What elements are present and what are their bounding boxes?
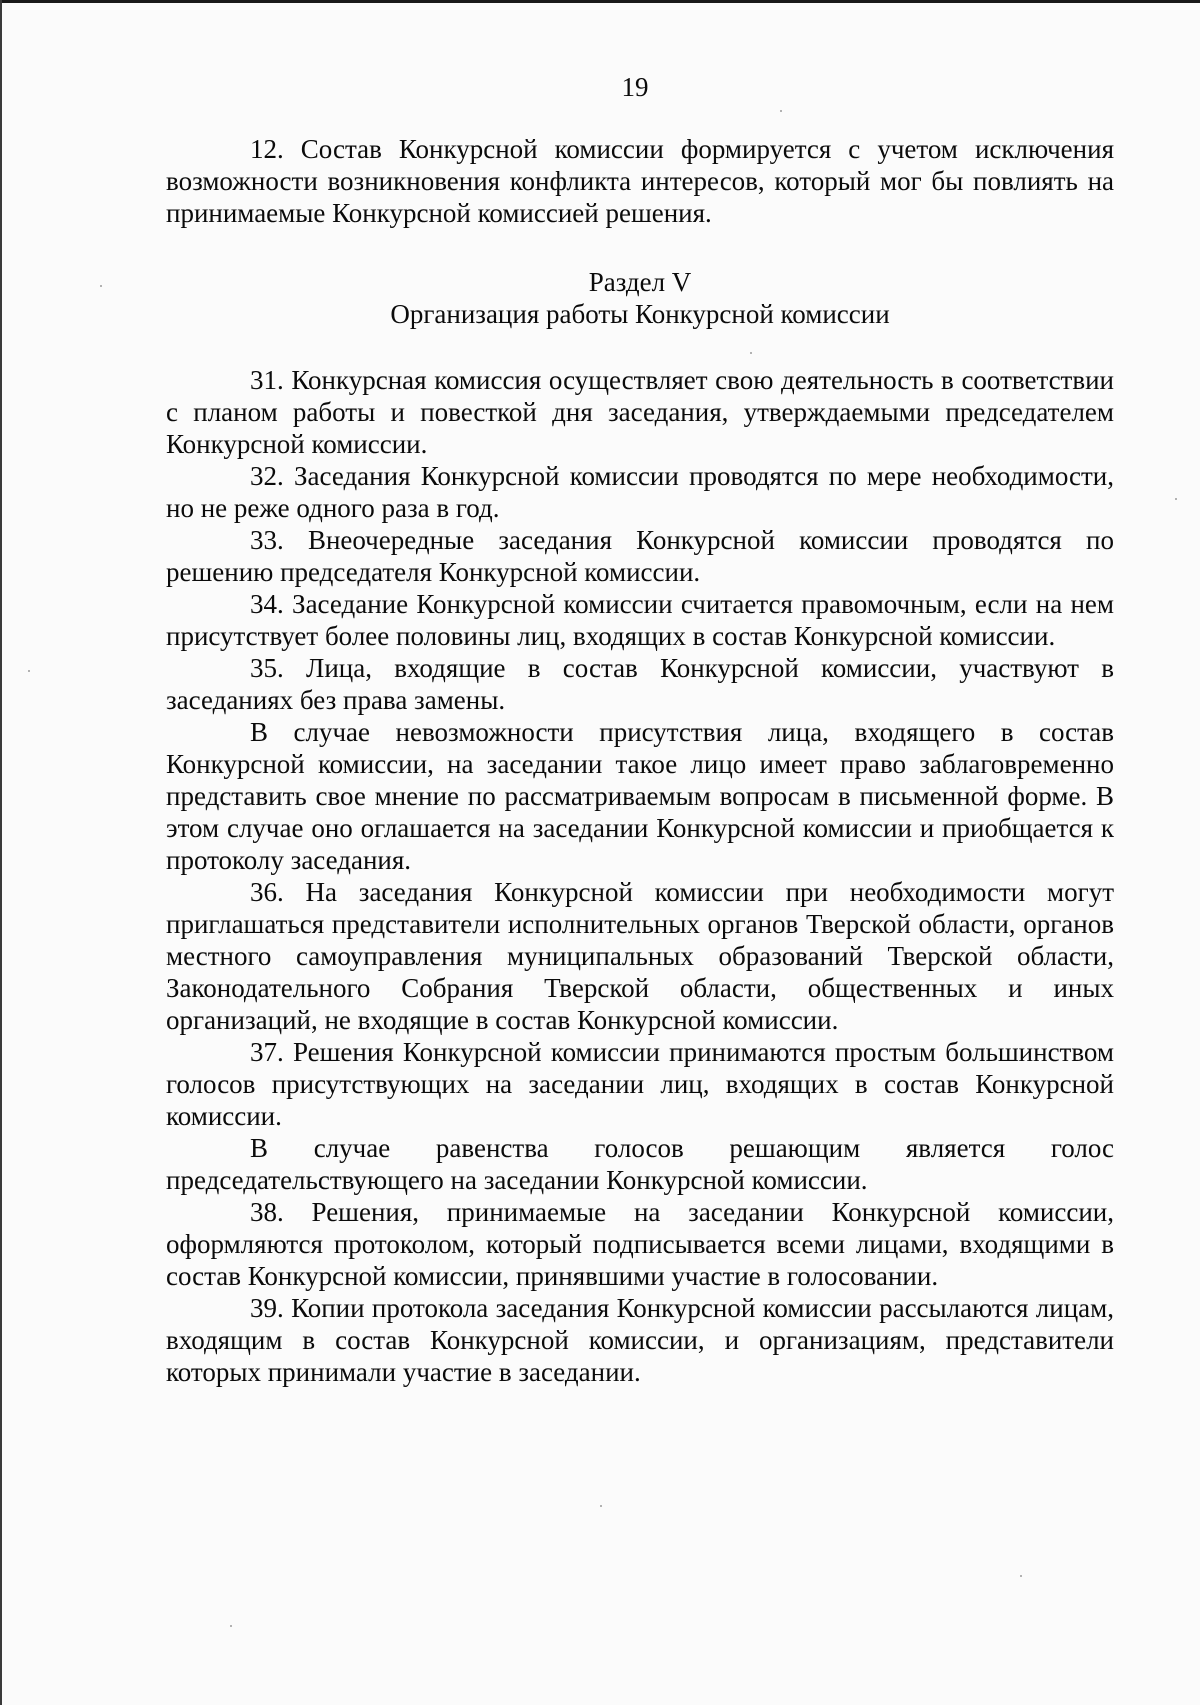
scan-speck [1175, 498, 1177, 500]
section-title: Организация работы Конкурсной комиссии [390, 299, 890, 329]
paragraph-32: 32. Заседания Конкурсной комиссии проводятся по мере необходимости, но не реже одного раза в год. [166, 461, 1114, 523]
scan-speck [28, 670, 30, 672]
paragraph-33: 33. Внеочередные заседания Конкурсной комиссии проводятся по решению председателя Конкурсной комиссии. [166, 525, 1114, 587]
scan-speck [1020, 1575, 1022, 1577]
scan-speck [750, 352, 752, 354]
paragraph-35-continued: В случае невозможности присутствия лица, входящего в состав Конкурсной комиссии, на заседании такое лицо имеет право заблаговременно представить свое мнение по рассматриваемым вопросам в письменной форме. В этом случае оно оглашается на заседании Конкурсной комиссии и приобщается к протоколу заседания. [166, 717, 1114, 875]
scan-speck [230, 1625, 232, 1627]
scan-speck [100, 285, 102, 287]
paragraph-38: 38. Решения, принимаемые на заседании Конкурсной комиссии, оформляются протоколом, который подписывается всеми лицами, входящими в состав Конкурсной комиссии, принявшими участие в голосовании. [166, 1197, 1114, 1291]
scan-left-edge [0, 0, 2, 1705]
scan-top-edge [0, 0, 1200, 3]
paragraph-39: 39. Копии протокола заседания Конкурсной комиссии рассылаются лицам, входящим в состав Конкурсной комиссии, и организациям, представители которых принимали участие в заседании. [166, 1293, 1114, 1387]
section-label: Раздел V [588, 267, 692, 297]
page-number: 19 [621, 72, 649, 102]
paragraph-35: 35. Лица, входящие в состав Конкурсной комиссии, участвуют в заседаниях без права замены. [166, 653, 1114, 715]
scan-speck [600, 1505, 602, 1507]
paragraph-31: 31. Конкурсная комиссия осуществляет свою деятельность в соответствии с планом работы и повесткой дня заседания, утверждаемыми председателем Конкурсной комиссии. [166, 365, 1114, 459]
paragraph-34: 34. Заседание Конкурсной комиссии считается правомочным, если на нем присутствует более половины лиц, входящих в состав Конкурсной комиссии. [166, 589, 1114, 651]
section-body [166, 364, 1114, 1388]
scan-speck [780, 110, 782, 112]
paragraph-37: 37. Решения Конкурсной комиссии принимаются простым большинством голосов присутствующих на заседании лиц, входящих в состав Конкурсной комиссии. [166, 1037, 1114, 1131]
paragraph-37-continued: В случае равенства голосов решающим является голос председательствующего на заседании Конкурсной комиссии. [166, 1133, 1114, 1195]
intro-text-block [166, 133, 1114, 229]
paragraph-36: 36. На заседания Конкурсной комиссии при необходимости могут приглашаться представители исполнительных органов Тверской области, органов местного самоуправления муниципальных образований Тверской области, Законодательного Собрания Тверской области, общественных и иных организаций, не входящие в состав Конкурсной комиссии. [166, 877, 1114, 1035]
paragraph-12: 12. Состав Конкурсной комиссии формируется с учетом исключения возможности возникновения конфликта интересов, который мог бы повлиять на принимаемые Конкурсной комиссией решения. [166, 134, 1114, 228]
